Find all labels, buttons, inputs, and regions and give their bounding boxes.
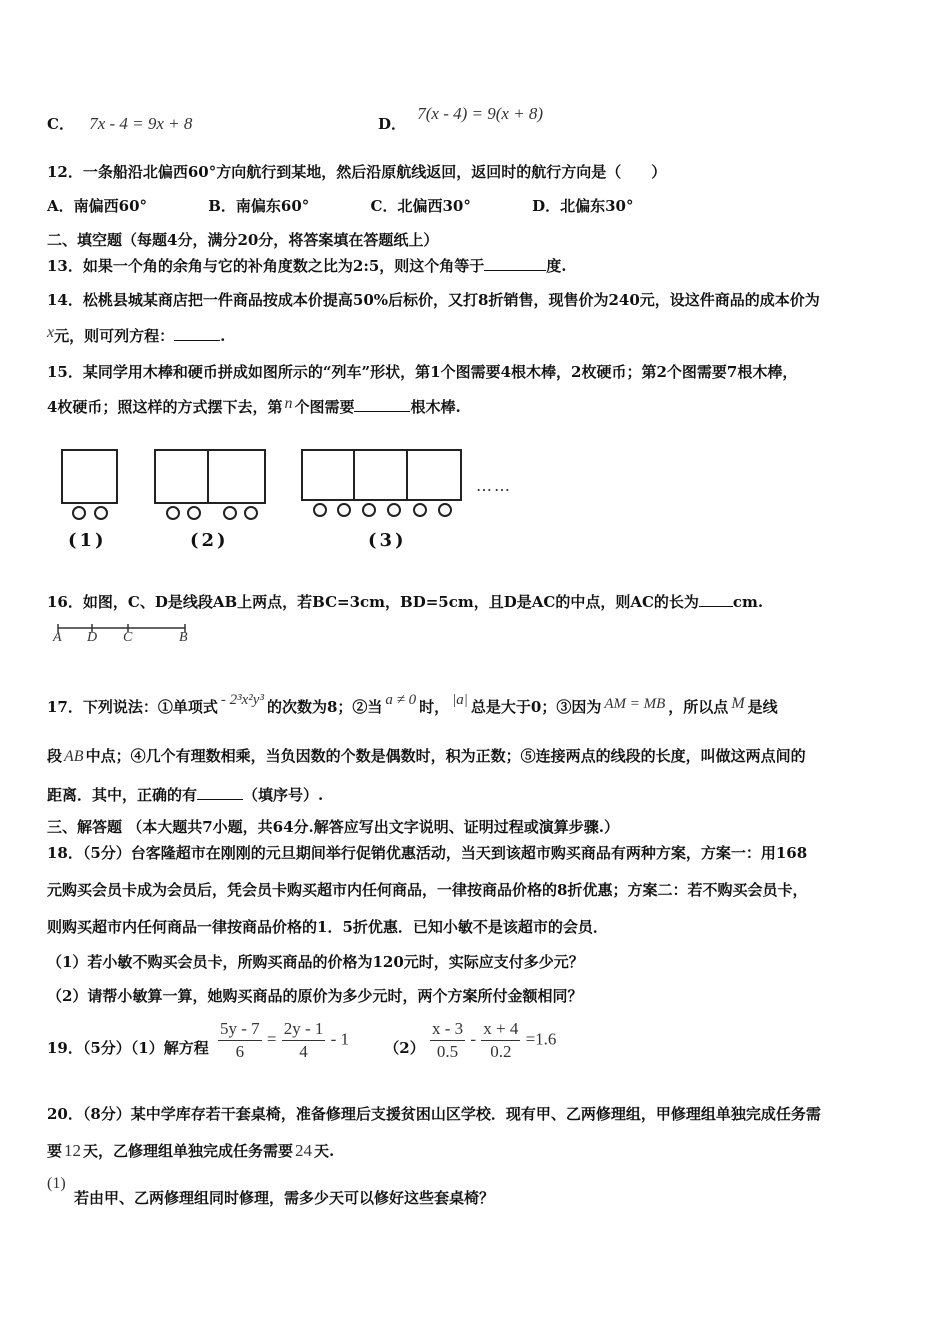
q12-option-d: D．北偏东30° (532, 197, 634, 215)
fig1-coin (73, 507, 85, 519)
q19-fraction-3 (430, 1018, 465, 1063)
q15-var: n (284, 395, 293, 412)
q14-answer-blank[interactable] (174, 326, 220, 341)
point-c-label: C (123, 630, 133, 645)
q17-l3-a: 距离．其中，正确的有 (47, 786, 198, 804)
q15-line2 (47, 397, 461, 418)
q17-l1-c: 时， (419, 698, 450, 716)
fig3-coin (314, 504, 326, 516)
q13-text: 13．如果一个角的余角与它的补角度数之比为2:5，则这个角等于 (47, 257, 485, 275)
q19-rhs: =1.6 (525, 1029, 557, 1049)
q11-option-d-expr: 7(x - 4) = 9(x + 8) (417, 104, 544, 123)
q19-label2: （2） (384, 1038, 425, 1057)
q18-sub2: （2）请帮小敏算一算，她购买商品的原价为多少元时，两个方案所付金额相同？ (47, 987, 583, 1005)
fig1-coin (95, 507, 107, 519)
q17-line2 (47, 746, 806, 767)
q16-text: 16．如图，C、D是线段AB上两点，若BC=3cm，BD=5cm，且D是AC的中点，则AC的长为 (47, 593, 699, 611)
q16-answer-blank[interactable] (699, 592, 733, 607)
q19-f2-num: 2y - 1 (282, 1018, 326, 1041)
q20-l2-b: 天，乙修理组单独完成任务需要 (83, 1142, 294, 1160)
point-d-label: D (87, 630, 98, 645)
q18-line1: 18．（5分）台客隆超市在刚刚的元旦期间举行促销优惠活动，当天到该超市购买商品有两种方案，方案一：用168 (47, 844, 808, 862)
q17-line1 (47, 692, 778, 718)
point-b-label: B (179, 630, 188, 645)
q13-answer-blank[interactable] (484, 256, 546, 271)
section-2-heading: 二、填空题（每题4分，满分20分，将答案填在答题纸上） (47, 231, 439, 249)
q19-f1-num: 5y - 7 (218, 1018, 262, 1041)
q14-tail: . (220, 327, 226, 345)
q18-sub1: （1）若小敏不购买会员卡，所购买商品的价格为120元时，实际应支付多少元？ (47, 953, 584, 971)
q20-l2-a: 要 (47, 1142, 63, 1160)
q19-f3-den: 0.5 (436, 1042, 459, 1061)
q19-f4-den: 0.2 (490, 1042, 512, 1061)
q16-tail: cm. (732, 593, 764, 611)
q19-f4-num: x + 4 (481, 1018, 520, 1041)
q17-l2-b: 中点；④几个有理数相乘，当负因数的个数是偶数时，积为正数；⑤连接两点的线段的长度，叫做这两点间的 (85, 747, 806, 765)
fig2-coin (245, 507, 257, 519)
q17-monomial: - 2³x²y³ (220, 692, 264, 708)
q19-minus-one: - 1 (330, 1029, 350, 1049)
q19-fraction-1 (218, 1018, 262, 1063)
q17-l2-a: 段 (47, 747, 63, 765)
fig2-label: (2) (190, 530, 229, 551)
q15-text-b: 个图需要 (294, 398, 355, 416)
q12-options (47, 196, 634, 216)
fig3-coin (414, 504, 426, 516)
fig1-label: (1) (68, 530, 107, 551)
q20-line1: 20．（8分）某中学库存若干套桌椅，准备修理后支援贫困山区学校．现有甲、乙两修理组，甲修理组单独完成任务需 (47, 1105, 821, 1123)
q15-tail: 根木棒. (410, 398, 461, 416)
q19-minus: - (470, 1029, 477, 1049)
q13 (47, 256, 567, 276)
q17-line3 (47, 785, 323, 805)
q17-l1-a: 17．下列说法：①单项式 (47, 698, 218, 716)
q14-line1: 14．松桃县城某商店把一件商品按成本价提高50%后标价，又打8折销售，现售价为240元，设这件商品的成本价为 (47, 291, 820, 309)
fig3-box (407, 450, 461, 500)
q20-sub1: 若由甲、乙两修理组同时修理，需多少天可以修好这些套桌椅？ (74, 1189, 495, 1207)
q12-option-b: B．南偏东60° (208, 197, 310, 215)
q20-sub-label: (1) (47, 1175, 66, 1192)
q19-f2-den: 4 (299, 1042, 308, 1061)
q11-option-c-expr: 7x - 4 = 9x + 8 (89, 114, 193, 133)
q14-text: 元，则可列方程： (54, 327, 175, 345)
q17-abs: |a| (452, 692, 468, 708)
fig3-coin (363, 504, 375, 516)
q20-days-1: 12 (64, 1141, 82, 1160)
q12-option-c: C．北偏西30° (370, 197, 471, 215)
q18-line3: 则购买超市内任何商品一律按商品价格的1．5折优惠．已知小敏不是该超市的会员． (47, 918, 608, 936)
q17-point-m: M (731, 695, 745, 712)
q19-fraction-4 (481, 1018, 520, 1063)
section-3-heading: 三、解答题 （本大题共7小题，共64分.解答应写出文字说明、证明过程或演算步骤.） (47, 818, 619, 836)
q19-f3-num: x - 3 (430, 1018, 465, 1041)
q12-option-a: A．南偏西60° (47, 197, 148, 215)
q17-l1-b: 的次数为8；②当 (266, 698, 383, 716)
fig3-box (354, 450, 407, 500)
q20-days-2: 24 (295, 1141, 313, 1160)
q17-l1-f: 是线 (747, 698, 778, 716)
fig2-box (155, 450, 208, 503)
q17-answer-blank[interactable] (197, 785, 243, 800)
q19 (47, 1018, 556, 1063)
q20-l2-c: 天. (314, 1142, 335, 1160)
fig2-box (208, 450, 265, 503)
q16 (47, 592, 763, 612)
q17-l1-d: 总是大于0；③因为 (470, 698, 602, 716)
q15-line1: 15．某同学用木棒和硬币拼成如图所示的“列车”形状，第1个图需要4根木棒，2枚硬币；第2个图需要7根木棒， (47, 363, 798, 381)
q17-l1-e: ，所以点 (668, 698, 729, 716)
q19-f1-den: 6 (235, 1042, 245, 1061)
point-a-label: A (53, 630, 62, 645)
fig3-box (302, 450, 354, 500)
q19-label: 19．（5分）（1）解方程 (47, 1038, 209, 1057)
fig3-coin (338, 504, 350, 516)
q19-fraction-2 (282, 1018, 326, 1063)
fig3-label: (3) (368, 530, 407, 551)
q11-option-d (378, 104, 544, 134)
fig3-coin (388, 504, 400, 516)
fig2-coin (167, 507, 179, 519)
fig1-box (62, 450, 117, 503)
q19-equals: = (266, 1029, 277, 1049)
q17-segment-ab: AB (64, 748, 84, 765)
q13-tail: 度. (546, 257, 567, 275)
q18-line2: 元购买会员卡成为会员后，凭会员卡购买超市内任何商品，一律按商品价格的8折优惠；方案二：若不购买会员卡， (47, 881, 808, 899)
q12-stem: 12．一条船沿北偏西60°方向航行到某地，然后沿原航线返回，返回时的航行方向是（ ） (47, 163, 667, 181)
q17-equation: AM = MB (604, 696, 666, 712)
q11-option-c-label: C． (47, 115, 74, 133)
q17-l3-b: （填序号）. (243, 786, 324, 804)
q11-option-d-label: D． (378, 115, 407, 133)
q17-condition: a ≠ 0 (385, 692, 417, 708)
q15-text-a: 4枚硬币；照这样的方式摆下去，第 (47, 398, 283, 416)
q14-line2 (47, 326, 225, 347)
fig3-coin (439, 504, 451, 516)
q14-var: x (47, 324, 55, 341)
fig2-coin (188, 507, 200, 519)
q11-option-c (47, 114, 192, 134)
q20-line2 (47, 1141, 334, 1161)
q15-answer-blank[interactable] (354, 397, 410, 412)
fig-ellipsis: …… (476, 476, 512, 495)
fig2-coin (224, 507, 236, 519)
